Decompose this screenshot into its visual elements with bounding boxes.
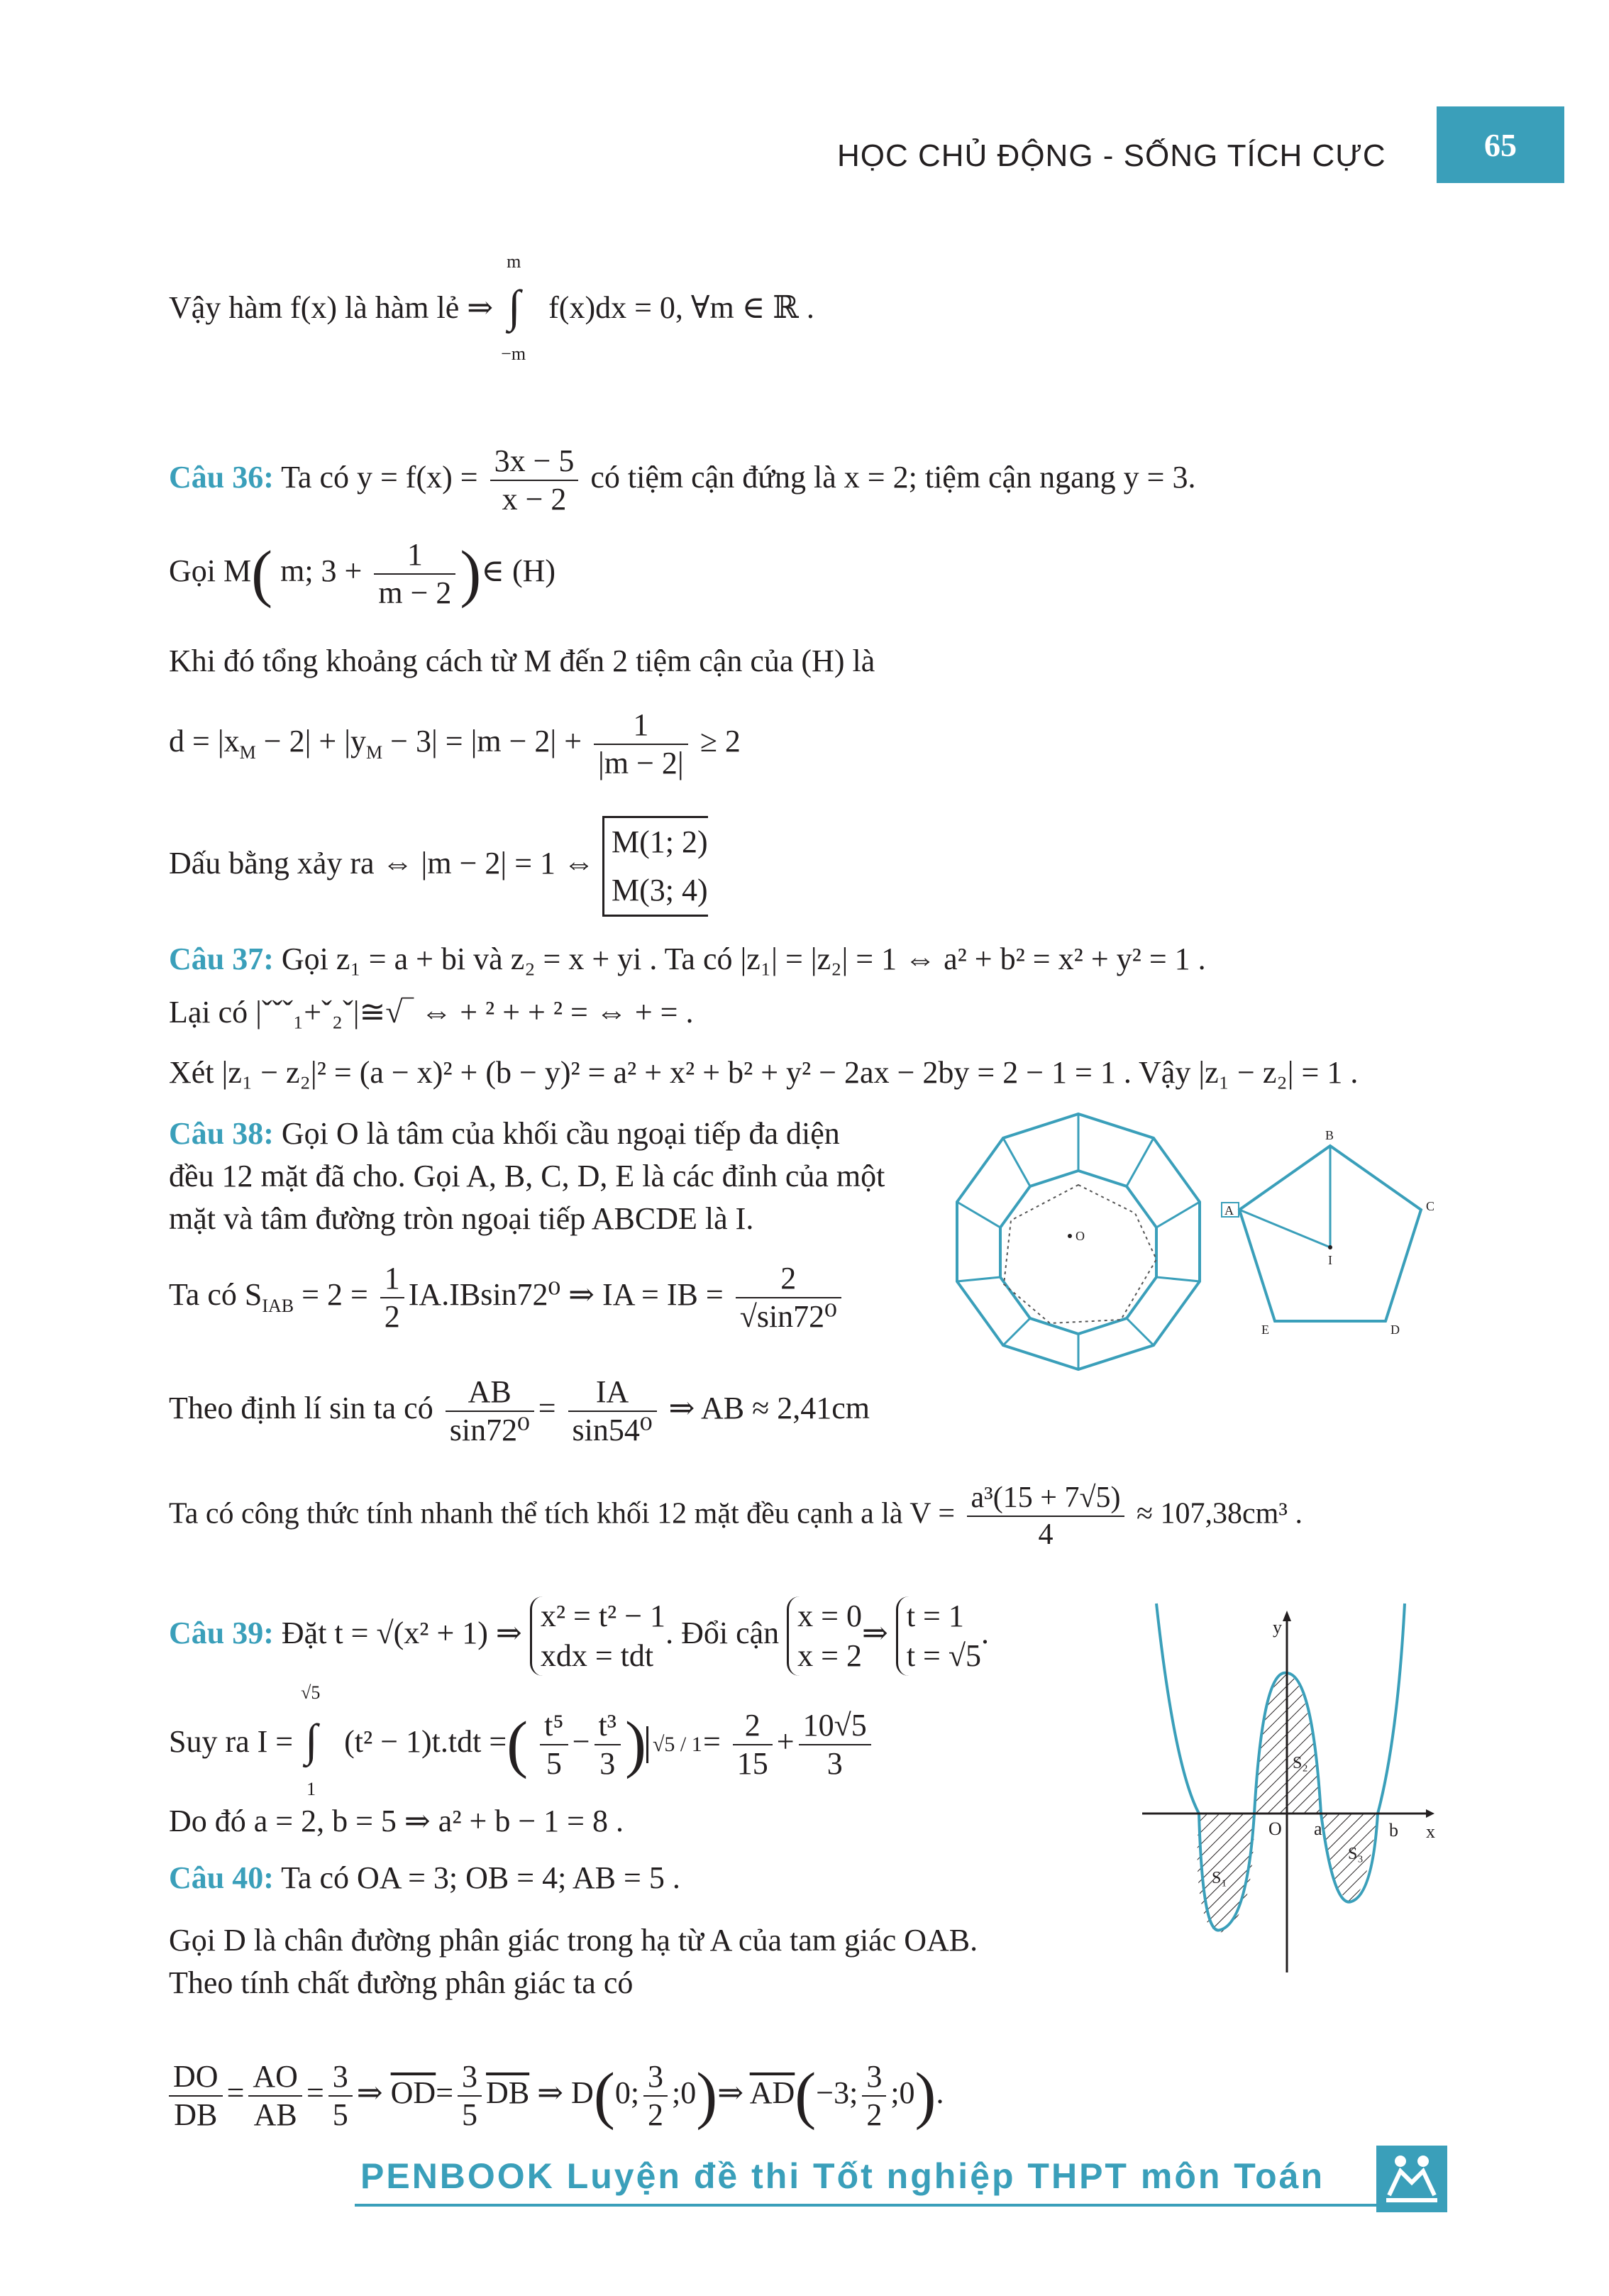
center-label: O (1076, 1229, 1085, 1243)
text: mặt và tâm đường tròn ngoại tiếp ABCDE là I. (169, 1201, 754, 1236)
logo-icon (1376, 2146, 1447, 2212)
text: ≈ 107,38cm³ . (1136, 1497, 1303, 1530)
paren: ) (460, 539, 482, 609)
denominator: 3 (826, 1746, 843, 1781)
text: Theo tính chất đường phân giác ta có (169, 1965, 634, 2000)
text: Ta có OA = 3; OB = 4; AB = 5 . (281, 1860, 680, 1895)
text: Gọi z₁ = a + bi và z₂ = x + yi . Ta có |z₁| = |z₂| = 1 ⇔ a² + b² = x² + y² = 1 . (281, 942, 1206, 976)
denominator: 15 (736, 1746, 768, 1781)
denominator: 2 (384, 1299, 400, 1334)
line-odd-function (169, 251, 814, 364)
text: có tiệm cận đứng là x = 2; tiệm cận ngang y = 3. (590, 460, 1196, 495)
numerator: 3 (643, 2061, 668, 2097)
denominator: 5 (462, 2097, 478, 2132)
text: = (226, 2075, 245, 2111)
question-37 (169, 944, 1206, 975)
denominator: m − 2 (378, 575, 452, 610)
numerator: t⁵ (540, 1710, 568, 1745)
fraction (169, 2061, 223, 2131)
denominator: |m − 2| (598, 746, 684, 780)
line-conclusion-39: Do đó a = 2, b = 5 ⇒ a² + b − 1 = 8 . (169, 1804, 624, 1838)
paren: ( (593, 2060, 615, 2131)
denominator: AB (253, 2097, 297, 2132)
fraction (643, 2061, 668, 2131)
text: Gọi M (169, 553, 252, 589)
text: = 2 = (294, 1277, 368, 1313)
integral (301, 1682, 336, 1799)
label-b: B (1325, 1128, 1334, 1142)
question-38-text (169, 1113, 971, 1240)
line-area (169, 1263, 846, 1332)
system-row: t = √5 (906, 1638, 982, 1673)
subscript: M (366, 742, 383, 763)
question-40 (169, 1862, 680, 1894)
system-row: x² = t² − 1 (540, 1599, 666, 1633)
system-row: xdx = tdt (540, 1638, 654, 1673)
text: = (436, 2075, 454, 2111)
label-s2: S₂ (1293, 1754, 1308, 1772)
fraction (380, 1263, 404, 1332)
fraction (799, 1710, 871, 1779)
line-point-m (169, 539, 555, 609)
center-point (1068, 1234, 1072, 1238)
text: ;0 (890, 2075, 915, 2111)
text: Dấu bằng xảy ra ⇔ |m − 2| = 1 ⇔ (169, 846, 595, 881)
vector: $\overline{OD}$ (390, 2075, 436, 2111)
text: Suy ra I = (169, 1724, 294, 1760)
label-i: I (1328, 1253, 1332, 1267)
fraction (595, 1710, 621, 1779)
fraction (446, 1376, 534, 1446)
numerator: IA (568, 1376, 657, 1412)
label-y: y (1273, 1617, 1282, 1638)
subscript: M (239, 742, 256, 763)
fraction (862, 2061, 886, 2131)
fraction (374, 539, 455, 609)
integral-lower: −m (501, 343, 526, 364)
denominator: x − 2 (502, 482, 567, 517)
question-40-text (169, 1919, 1162, 2004)
segment-ia (1239, 1210, 1330, 1247)
center-i (1328, 1245, 1332, 1249)
vector: $\overline{DB}$ (486, 2075, 530, 2111)
text: Gọi D là chân đường phân giác trong hạ từ A của tam giác OAB. (169, 1923, 978, 1958)
numerator: 2 (733, 1710, 773, 1745)
question-label: Câu 39: (169, 1616, 274, 1651)
numerator: 2 (736, 1263, 841, 1298)
text: −3; (816, 2075, 858, 2111)
numerator: t³ (595, 1710, 621, 1745)
denominator: 4 (1038, 1518, 1054, 1551)
text: d = |x (169, 724, 240, 759)
label-s1: S₁ (1212, 1869, 1227, 1887)
fraction (733, 1710, 773, 1779)
denominator: DB (174, 2097, 218, 2132)
line-bisector (169, 2061, 944, 2131)
running-header: HỌC CHỦ ĐỘNG - SỐNG TÍCH CỰC (837, 138, 1386, 173)
footer-rule (355, 2204, 1376, 2207)
integral (501, 251, 541, 364)
text: − 2| + |y (255, 724, 366, 759)
text: Ta có S (169, 1277, 262, 1313)
label-a: A (1224, 1203, 1234, 1218)
question-36 (169, 443, 1196, 517)
denominator: 2 (648, 2097, 664, 2132)
denominator: sin54⁰ (572, 1413, 653, 1447)
paren: ) (914, 2060, 936, 2131)
numerator: AO (248, 2061, 302, 2097)
line-integral-result (169, 1682, 875, 1799)
text: 0; (614, 2075, 640, 2111)
segment-ab (1239, 1146, 1330, 1210)
fraction (594, 707, 688, 780)
label-x: x (1426, 1821, 1435, 1842)
system-brace (896, 1596, 981, 1676)
pentagon-figure (1213, 1128, 1447, 1334)
x-arrow-icon (1426, 1809, 1434, 1818)
line-sine-law (169, 1376, 870, 1446)
line-garbled: Lại có |ˇˇˇ₁+ˇ₂ˇ|≅√‾ ⇔ + ² + + ² = ⇔ + = . (169, 995, 694, 1030)
text: ⇒ (717, 2075, 744, 2111)
line-equality (169, 816, 708, 917)
label-s3: S₃ (1348, 1845, 1364, 1863)
text: Vậy hàm f(x) là hàm lẻ ⇒ (169, 290, 494, 326)
paren: ( (795, 2060, 817, 2131)
numerator: 1 (374, 539, 455, 575)
text: Đặt t = √(x² + 1) ⇒ (281, 1616, 522, 1651)
question-label: Câu 36: (169, 460, 274, 495)
text: f(x)dx = 0, ∀m ∈ ℝ . (548, 290, 814, 326)
text: = (306, 2075, 324, 2111)
line-distance-intro: Khi đó tổng khoảng cách từ M đến 2 tiệm cận của (H) là (169, 644, 875, 678)
numerator: 3x − 5 (490, 446, 579, 481)
numerator: DO (169, 2061, 223, 2097)
fraction (248, 2061, 302, 2131)
footer-logo (1376, 2146, 1447, 2212)
text: Theo định lí sin ta có (169, 1391, 433, 1426)
fraction (490, 443, 579, 517)
numerator: 3 (328, 2061, 353, 2097)
text: Gọi O là tâm của khối cầu ngoại tiếp đa diện (281, 1116, 840, 1151)
text: Ta có công thức tính nhanh thể tích khối 12 mặt đều cạnh a là V = (169, 1497, 956, 1530)
paren: ( (507, 1709, 529, 1779)
text: đều 12 mặt đã cho. Gọi A, B, C, D, E là các đỉnh của một (169, 1159, 885, 1193)
line-volume (169, 1483, 1303, 1550)
text: ∈ (H) (481, 553, 556, 589)
fraction (736, 1263, 841, 1332)
paren: ) (624, 1709, 646, 1779)
text: ;0 (672, 2075, 697, 2111)
text: ⇒ D (537, 2075, 594, 2111)
fraction (568, 1376, 657, 1446)
label-o: O (1268, 1818, 1282, 1839)
system-row: x = 2 (797, 1638, 862, 1673)
text: − (572, 1724, 590, 1760)
label-d: D (1390, 1323, 1400, 1334)
text: (t² − 1)t.tdt = (344, 1724, 507, 1760)
denominator: 5 (546, 1746, 562, 1781)
area-graph-figure (1135, 1596, 1447, 1980)
paren: ( (251, 539, 273, 609)
denominator: 2 (866, 2097, 883, 2132)
numerator: AB (446, 1376, 534, 1412)
label-b: b (1389, 1820, 1398, 1840)
text: ⇒ (356, 2075, 383, 2111)
question-label: Câu 40: (169, 1860, 274, 1895)
line-distance (169, 707, 741, 780)
text: ≥ 2 (700, 724, 741, 759)
numerator: 1 (594, 710, 688, 745)
case: M(1; 2) (612, 824, 708, 859)
system-row: t = 1 (906, 1599, 964, 1633)
text: IA.IBsin72⁰ ⇒ IA = IB = (408, 1277, 724, 1313)
denominator: sin72⁰ (449, 1413, 530, 1447)
text: Ta có y = f(x) = (281, 460, 478, 495)
system-brace (787, 1596, 862, 1676)
numerator: 3 (458, 2061, 482, 2097)
integral-sign: ∫ (508, 281, 521, 331)
denominator: 3 (599, 1746, 616, 1781)
vector: $\overline{AD}$ (749, 2075, 795, 2111)
case: M(3; 4) (612, 873, 708, 907)
numerator: 3 (862, 2061, 886, 2097)
text: . Đổi cận (665, 1616, 780, 1651)
line-modulus: Xét |z₁ − z₂|² = (a − x)² + (b − y)² = a² + x² + b² + y² − 2ax − 2by = 2 − 1 = 1 . Vậy |z₁ − z₂| = 1 . (169, 1055, 1359, 1090)
numerator: 10√5 (799, 1710, 871, 1745)
label-e: E (1261, 1323, 1269, 1334)
question-label: Câu 38: (169, 1116, 274, 1151)
text: − 3| = |m − 2| + (382, 724, 582, 759)
integral-sign: ∫ (305, 1715, 318, 1765)
fraction (328, 2061, 353, 2131)
page-number: 65 (1484, 127, 1517, 163)
denominator: 5 (332, 2097, 348, 2132)
subscript: IAB (262, 1296, 294, 1317)
text: ⇒ AB ≈ 2,41cm (668, 1391, 870, 1426)
bracket-cases (602, 816, 708, 917)
text: + (776, 1724, 795, 1760)
integral-upper: m (507, 251, 521, 272)
hidden-edges (1004, 1185, 1156, 1323)
page-number-box (1437, 106, 1564, 183)
inner-decagon (1000, 1171, 1156, 1334)
system-row: x = 0 (797, 1599, 862, 1633)
numerator: 1 (380, 1263, 404, 1298)
fraction (967, 1483, 1125, 1550)
footer-title: PENBOOK Luyện đề thi Tốt nghiệp THPT môn Toán (360, 2156, 1325, 2196)
fraction (540, 1710, 568, 1779)
system-brace (530, 1596, 665, 1676)
text: . (936, 2075, 944, 2111)
integral-upper: √5 (301, 1682, 321, 1703)
label-c: C (1426, 1199, 1435, 1213)
text: . (981, 1616, 990, 1651)
y-arrow-icon (1283, 1611, 1291, 1621)
question-label: Câu 37: (169, 942, 274, 976)
paren: ) (696, 2060, 718, 2131)
question-39 (169, 1596, 989, 1676)
fraction (458, 2061, 482, 2131)
text: = (702, 1724, 721, 1760)
text: = (538, 1391, 556, 1426)
integral-lower: 1 (306, 1779, 316, 1799)
text: m; 3 + (280, 553, 363, 589)
denominator: √sin72⁰ (739, 1299, 837, 1334)
dodecahedron-figure (944, 1107, 1213, 1376)
label-a: a (1314, 1818, 1322, 1839)
numerator: a³(15 + 7√5) (967, 1483, 1125, 1517)
evaluation-limits: √5 / 1 (646, 1726, 695, 1763)
text: ⇒ (861, 1616, 888, 1651)
